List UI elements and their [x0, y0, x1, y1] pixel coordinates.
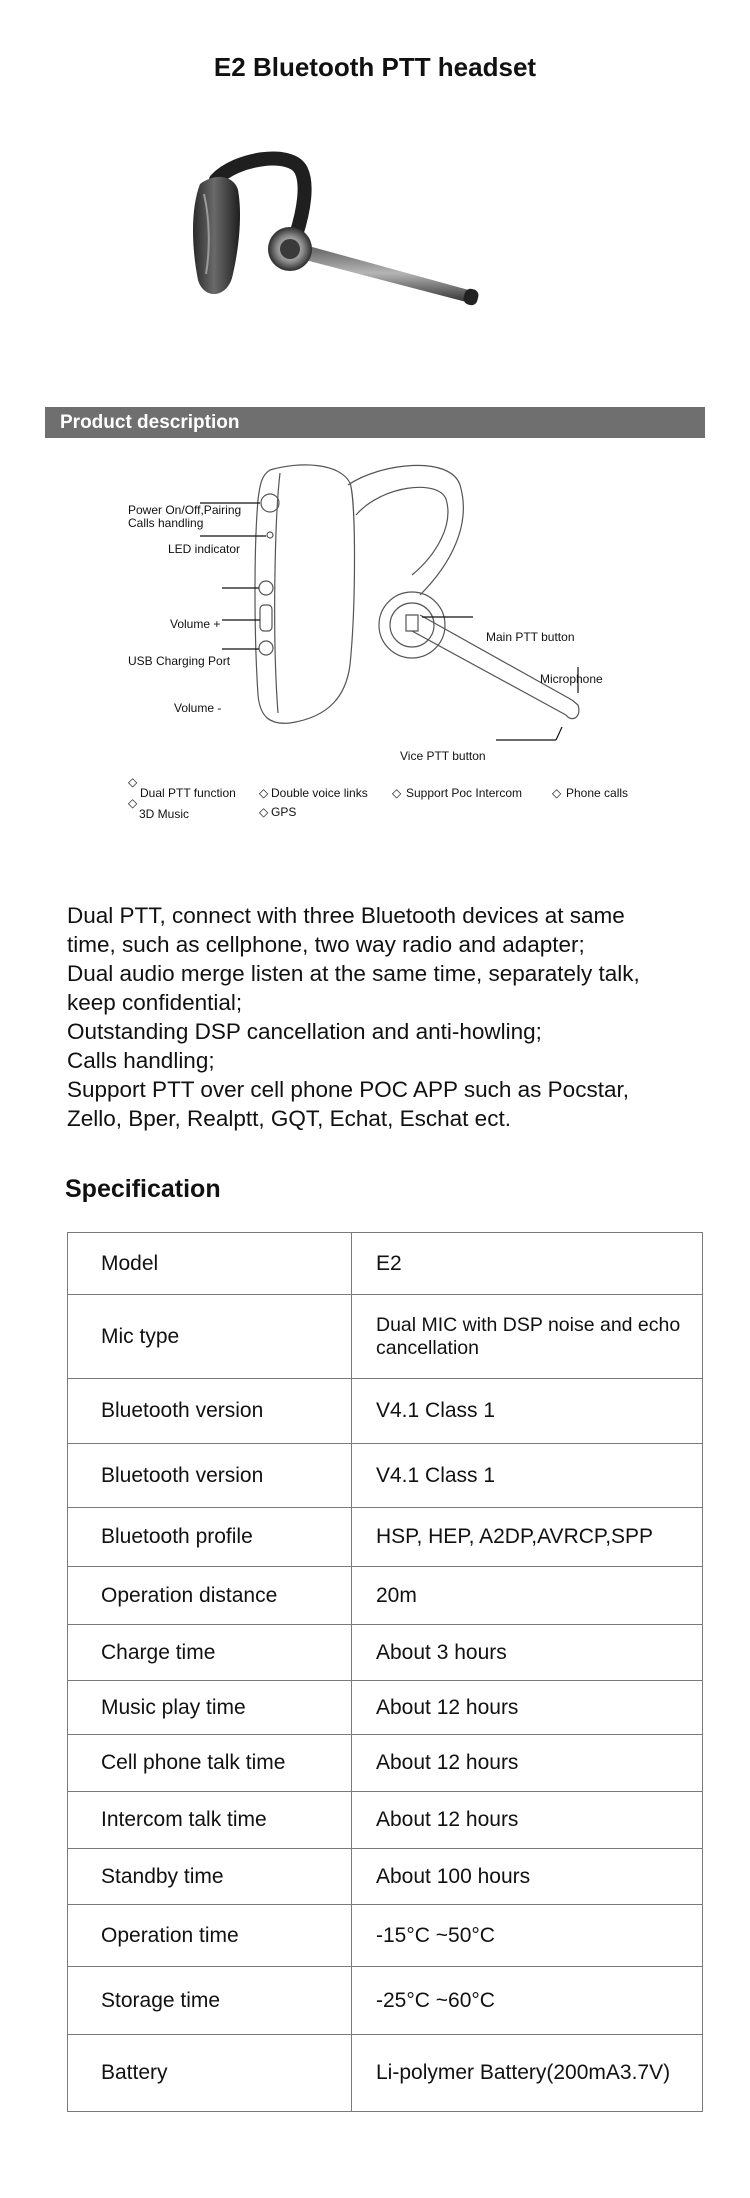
spec-value: HSP, HEP, A2DP,AVRCP,SPP: [352, 1508, 703, 1567]
bullet-diamond-icon: ◇: [128, 796, 138, 810]
table-row: [68, 1735, 703, 1792]
table-row: [68, 1967, 703, 2035]
spec-label: Music play time: [68, 1681, 352, 1735]
spec-value: 20m: [352, 1567, 703, 1625]
spec-value: About 100 hours: [352, 1849, 703, 1905]
specification-table: [67, 1232, 703, 2112]
callout-microphone: Microphone: [540, 672, 603, 686]
table-row: [68, 1233, 703, 1295]
spec-label: Bluetooth profile: [68, 1508, 352, 1567]
spec-label: Battery: [68, 2035, 352, 2112]
product-description-band: Product description: [45, 407, 705, 438]
spec-value: V4.1 Class 1: [352, 1444, 703, 1508]
spec-label: Cell phone talk time: [68, 1735, 352, 1792]
callout-main-ptt-button: Main PTT button: [486, 630, 575, 644]
spec-value: V4.1 Class 1: [352, 1379, 703, 1444]
callout-volume-down: Volume -: [174, 701, 222, 715]
callout-vice-ptt-button: Vice PTT button: [400, 749, 486, 763]
spec-label: Mic type: [68, 1295, 352, 1379]
specification-heading: Specification: [65, 1175, 221, 1203]
page-title: E2 Bluetooth PTT headset: [213, 52, 537, 82]
callout-power-line1: Power On/Off,Pairing: [128, 503, 242, 517]
bullet-diamond-icon: ◇: [259, 786, 269, 800]
spec-label: Storage time: [68, 1967, 352, 2035]
spec-label: Standby time: [68, 1849, 352, 1905]
callout-led-indicator: LED indicator: [168, 542, 241, 556]
bullet-diamond-icon: ◇: [128, 775, 138, 789]
feature-3d-music: 3D Music: [139, 807, 190, 821]
table-row: [68, 1849, 703, 1905]
table-row: [68, 1905, 703, 1967]
spec-value: About 3 hours: [352, 1625, 703, 1681]
spec-value: E2: [352, 1233, 703, 1295]
spec-value: About 12 hours: [352, 1735, 703, 1792]
description-line: time, such as cellphone, two way radio and adapter;: [67, 932, 585, 957]
description-line: Support PTT over cell phone POC APP such as Pocstar,: [67, 1077, 629, 1102]
spec-label: Bluetooth version: [68, 1379, 352, 1444]
description-line: keep confidential;: [67, 990, 243, 1015]
spec-label: Operation distance: [68, 1567, 352, 1625]
table-row: [68, 1681, 703, 1735]
table-row: [68, 2035, 703, 2112]
table-row: [68, 1295, 703, 1379]
table-row: [68, 1379, 703, 1444]
spec-label: Bluetooth version: [68, 1444, 352, 1508]
table-row: [68, 1567, 703, 1625]
callout-power: [128, 504, 241, 530]
table-row: [68, 1792, 703, 1849]
description-line: Dual audio merge listen at the same time, separately talk,: [67, 961, 640, 986]
callout-volume-up: Volume +: [170, 617, 221, 631]
bullet-diamond-icon: ◇: [259, 805, 269, 819]
feature-phone-calls: Phone calls: [566, 786, 629, 800]
spec-value: About 12 hours: [352, 1681, 703, 1735]
spec-label: Charge time: [68, 1625, 352, 1681]
description-line: Zello, Bper, Realptt, GQT, Echat, Eschat ect.: [67, 1106, 511, 1131]
spec-value: Li-polymer Battery(200mA3.7V): [352, 2035, 703, 2112]
callout-usb-charging-port: USB Charging Port: [128, 654, 231, 668]
feature-dual-ptt: Dual PTT function: [140, 786, 236, 800]
headset-product-image: [186, 150, 486, 320]
spec-label: Model: [68, 1233, 352, 1295]
product-description-text: [67, 901, 707, 1133]
bullet-diamond-icon: ◇: [392, 786, 402, 800]
spec-value: -25°C ~60°C: [352, 1967, 703, 2035]
bullet-diamond-icon: ◇: [552, 786, 562, 800]
feature-poc-intercom: Support Poc Intercom: [406, 786, 523, 800]
description-line: Calls handling;: [67, 1048, 215, 1073]
spec-label: Operation time: [68, 1905, 352, 1967]
spec-label: Intercom talk time: [68, 1792, 352, 1849]
spec-value: About 12 hours: [352, 1792, 703, 1849]
feature-double-voice-links: Double voice links: [271, 786, 368, 800]
table-row: [68, 1508, 703, 1567]
table-row: [68, 1444, 703, 1508]
description-line: Outstanding DSP cancellation and anti-howling;: [67, 1019, 542, 1044]
callout-power-line2: Calls handling: [128, 516, 204, 530]
spec-value: -15°C ~50°C: [352, 1905, 703, 1967]
feature-gps: GPS: [271, 805, 297, 819]
table-row: [68, 1625, 703, 1681]
description-line: Dual PTT, connect with three Bluetooth devices at same: [67, 903, 625, 928]
spec-value: Dual MIC with DSP noise and echo cancellation: [352, 1295, 703, 1379]
